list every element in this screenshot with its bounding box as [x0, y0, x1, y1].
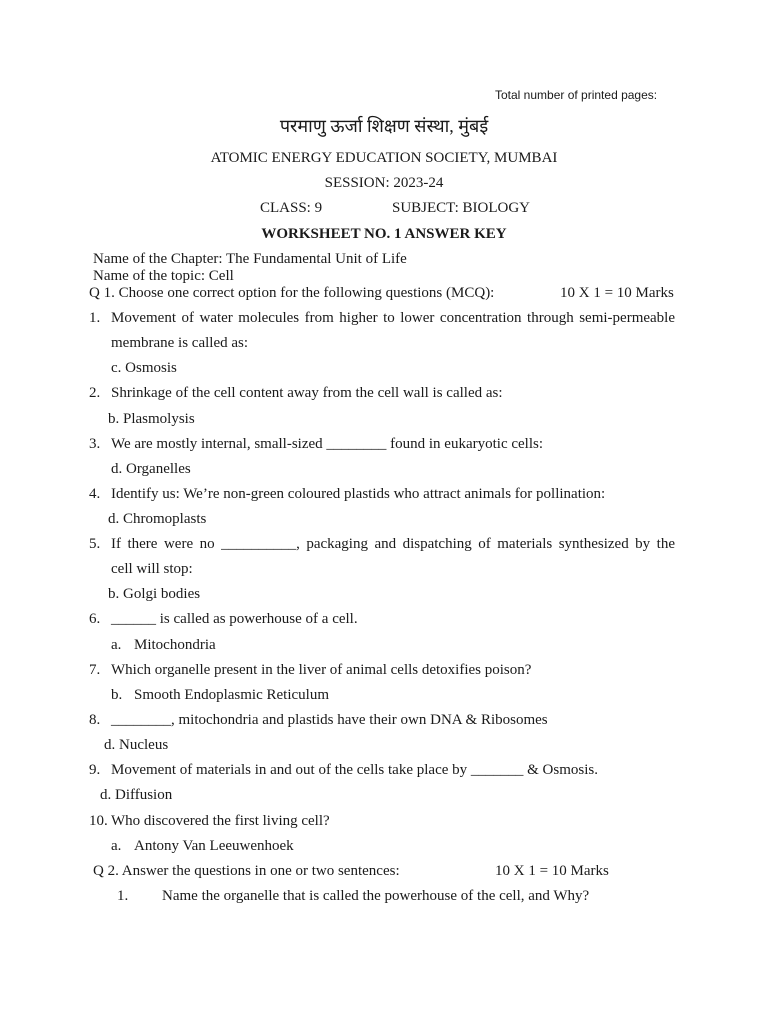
- q1-item-answer: b. Plasmolysis: [108, 411, 195, 427]
- q2-item-question: Name the organelle that is called the powerhouse of the cell, and Why?: [162, 888, 590, 904]
- subject-label: SUBJECT: BIOLOGY: [392, 200, 531, 216]
- q1-item-number: 8.: [89, 712, 101, 728]
- q1-item-question: Movement of materials in and out of the cells take place by _______ & Osmosis.: [111, 762, 598, 778]
- q1-item-answer: d. Diffusion: [100, 787, 173, 803]
- q2-title: Q 2. Answer the questions in one or two sentences:: [93, 863, 400, 879]
- class-label: CLASS: 9: [260, 200, 323, 216]
- q1-item-answer: d. Organelles: [111, 461, 191, 477]
- q1-item-question: Who discovered the first living cell?: [111, 813, 330, 829]
- q1-item-answer: Smooth Endoplasmic Reticulum: [134, 687, 329, 703]
- society-title: ATOMIC ENERGY EDUCATION SOCIETY, MUMBAI: [210, 150, 558, 166]
- q1-marks: 10 X 1 = 10 Marks: [560, 285, 674, 301]
- q1-item-question: Identify us: We’re non-green coloured plastids who attract animals for pollination:: [111, 486, 606, 502]
- q1-item-answer: Antony Van Leeuwenhoek: [134, 838, 294, 854]
- q1-item-number: 1.: [89, 310, 101, 326]
- q1-item-answer: c. Osmosis: [111, 360, 177, 376]
- q1-item-question-cont: membrane is called as:: [111, 335, 249, 351]
- q1-item-question: We are mostly internal, small-sized ________ found in eukaryotic cells:: [111, 436, 544, 452]
- q2-marks: 10 X 1 = 10 Marks: [495, 863, 609, 879]
- q1-item-answer-letter: a.: [111, 637, 122, 653]
- q1-item-answer: Mitochondria: [134, 637, 216, 653]
- q1-item-question: Shrinkage of the cell content away from the cell wall is called as:: [111, 385, 503, 401]
- q1-item-number: 5.: [89, 536, 101, 552]
- q1-item-answer-letter: b.: [111, 687, 123, 703]
- q1-item-answer: d. Chromoplasts: [108, 511, 207, 527]
- q1-title: Q 1. Choose one correct option for the following questions (MCQ):: [89, 285, 495, 301]
- q1-item-number: 2.: [89, 385, 101, 401]
- q1-item-number: 7.: [89, 662, 101, 678]
- q1-item-number: 6.: [89, 611, 101, 627]
- session-label: SESSION: 2023-24: [324, 175, 444, 191]
- q1-item-answer: d. Nucleus: [104, 737, 169, 753]
- q1-item-question: ______ is called as powerhouse of a cell.: [111, 611, 358, 627]
- q1-item-question: Movement of water molecules from higher to lower concentration through semi-permeable: [111, 310, 675, 326]
- worksheet-title: WORKSHEET NO. 1 ANSWER KEY: [261, 226, 507, 242]
- printed-pages-label: Total number of printed pages:: [495, 88, 658, 102]
- q1-item-number: 4.: [89, 486, 101, 502]
- q1-item-number: 3.: [89, 436, 101, 452]
- q1-item-question: ________, mitochondria and plastids have their own DNA & Ribosomes: [111, 712, 548, 728]
- q1-item-question: If there were no __________, packaging and dispatching of materials synthesized by the: [111, 536, 675, 552]
- q2-item-number: 1.: [117, 888, 129, 904]
- q1-item-number: 9.: [89, 762, 101, 778]
- q1-item-answer-letter: a.: [111, 838, 122, 854]
- hindi-title: परमाणु ऊर्जा शिक्षण संस्था, मुंबई: [279, 116, 489, 136]
- q1-item-answer: b. Golgi bodies: [108, 586, 201, 602]
- q1-item-question-cont: cell will stop:: [111, 561, 193, 577]
- chapter-name: Name of the Chapter: The Fundamental Unit of Life: [93, 251, 407, 267]
- topic-name: Name of the topic: Cell: [93, 268, 234, 284]
- q1-item-question: Which organelle present in the liver of animal cells detoxifies poison?: [111, 662, 532, 678]
- q1-item-number: 10.: [89, 813, 108, 829]
